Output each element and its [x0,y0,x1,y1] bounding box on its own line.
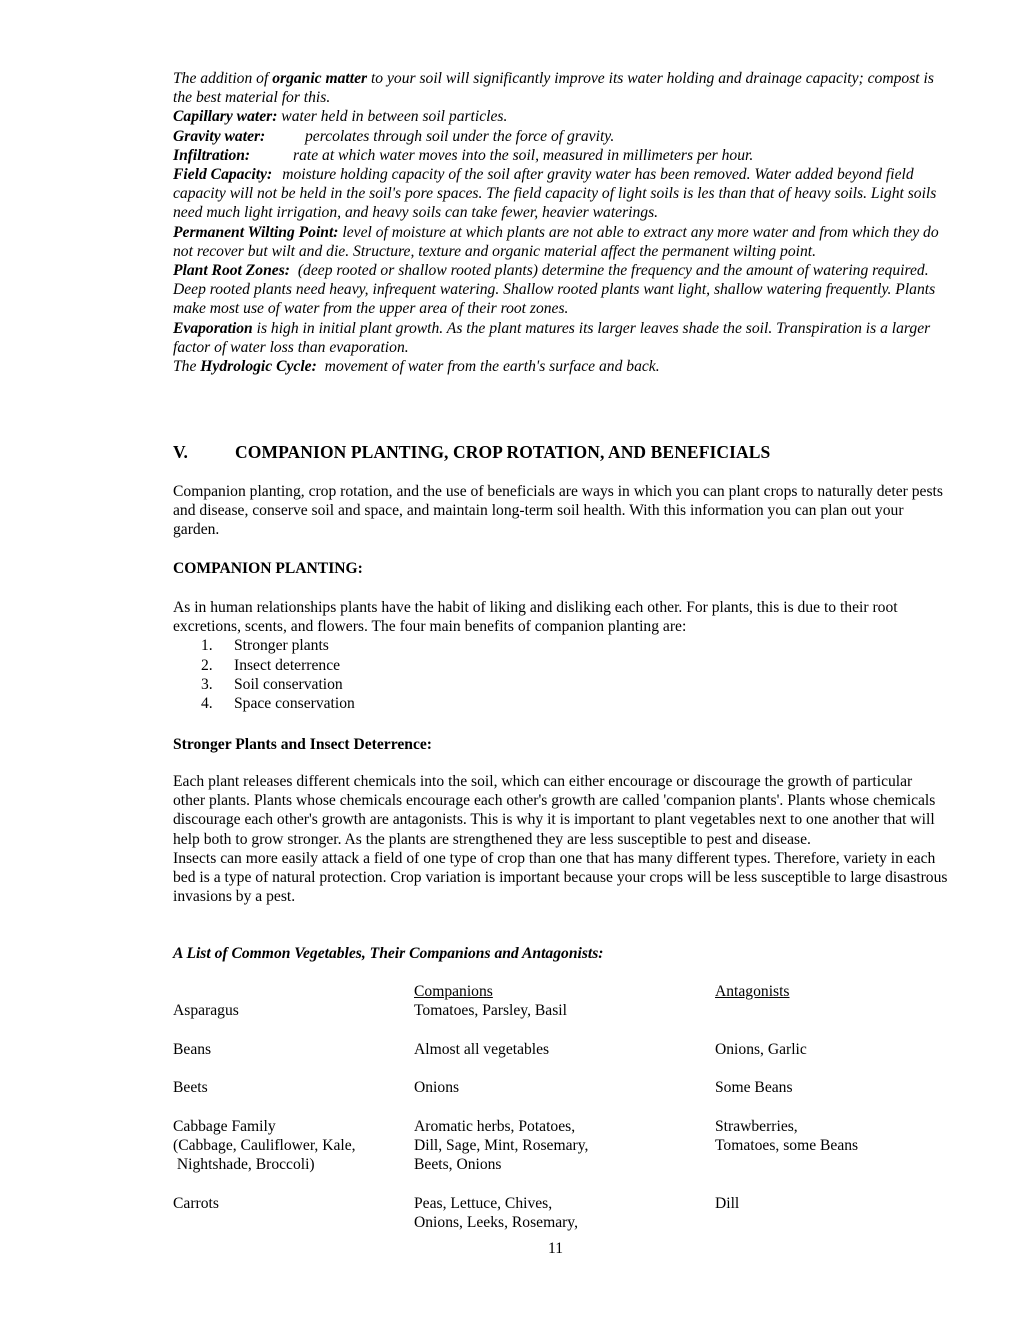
cell-line: Peas, Lettuce, Chives, [414,1195,553,1212]
list-number: 3. [201,675,213,693]
antagonists-cell: Onions, Garlic [715,1041,807,1058]
companions-cell [414,1117,588,1175]
cell-line: Nightshade, Broccoli) [173,1156,315,1174]
table-header-row [173,982,948,1001]
page-number: 11 [548,1240,564,1257]
definition-evaporation [173,319,948,357]
companions-cell: Onions [414,1079,460,1096]
definitions [173,69,948,376]
definition-text: level of moisture at which plants are not able to extract any more water and from which they do not recover but wilt and die. Structure, texture and organic material affect the permanent wilting point. [173,223,939,260]
section-number: V. [173,442,188,462]
definition-infiltration [173,146,948,165]
definition-pre: The addition of [173,70,273,87]
table-row [173,1040,948,1078]
list-item [173,636,948,655]
definition-term: Plant Root Zones: [173,262,290,280]
definition-term: Evaporation [173,319,253,337]
definition-text: (deep rooted or shallow rooted plants) determine the frequency and the amount of watering required. Deep rooted plants need heavy, infrequent watering. Shallow rooted plants want light, shallow watering frequently. Plants make most use of water from the upper area of their root zones. [173,262,936,318]
table-row [173,1078,948,1117]
list-text: Stronger plants [234,637,329,655]
table-row [173,1194,948,1234]
table-row [173,1117,948,1194]
companion-planting-text: As in human relationships plants have the habit of liking and disliking each other. For plants, this is due to their root excretions, scents, and flowers. The four main benefits of companion planting are: [173,599,898,636]
companions-cell [414,1194,578,1232]
definition-text: moisture holding capacity of the soil after gravity water has been removed. Water added beyond field capacity will not be held in the soil's pore spaces. The field capacity of light soils is les than that of heavy soils. Light soils need much light irrigation, and heavy soils can take fewer, heavier waterings. [173,166,937,222]
list-text: Insect deterrence [234,656,341,674]
list-number: 2. [201,656,213,674]
definition-hydrologic-cycle [173,357,948,376]
definition-organic-matter [173,69,948,107]
cell-line: Cabbage Family [173,1118,276,1135]
intro-paragraph: Companion planting, crop rotation, and the use of beneficials are ways in which you can plant crops to naturally deter pests and disease, conserve soil and space, and maintain long-term soil health. With this information you can plan out your garden. [173,483,943,539]
definition-gravity-water [173,127,948,146]
list-number: 4. [201,695,213,713]
definition-term: Field Capacity: [173,166,273,184]
definition-term: Permanent Wilting Point: [173,223,339,241]
companions-table [173,982,948,1234]
cell-line: Aromatic herbs, Potatoes, [414,1118,576,1135]
vegetable-cell: Asparagus [173,1002,239,1019]
cell-line: (Cabbage, Cauliflower, Kale, [173,1137,356,1155]
definition-text: percolates through soil under the force of gravity. [305,127,615,145]
definition-term: organic matter [272,70,368,87]
antagonists-cell [715,1117,858,1155]
section-heading [173,442,948,463]
companion-planting-body [173,598,948,713]
column-header-companions: Companions [414,983,493,1000]
paragraph: Insects can more easily attack a field of one type of crop than one that has many different types. Therefore, variety in each bed is a type of natural protection. Crop variation is important because your crops will be less susceptible to large disastrous invasions by a pest. [173,849,948,906]
list-number: 1. [201,637,213,655]
definition-text: rate at which water moves into the soil, measured in millimeters per hour. [293,146,754,164]
cell-line: Dill, Sage, Mint, Rosemary, [414,1137,589,1155]
list-item [173,694,948,713]
column-header-antagonists: Antagonists [715,983,790,1000]
companions-cell: Almost all vegetables [414,1041,550,1058]
cell-line: Strawberries, [715,1118,798,1135]
list-text: Space conservation [234,695,355,713]
benefits-list [173,636,948,713]
definition-permanent-wilting-point [173,223,948,261]
definition-plant-root-zones [173,261,948,319]
definition-text: water held in between soil particles. [277,108,508,126]
definition-text: is high in initial plant growth. As the plant matures its larger leaves shade the soil. Transpiration is a larger factor of water loss than evaporation. [173,319,931,356]
companion-planting-heading: COMPANION PLANTING: [173,560,363,577]
list-text: Soil conservation [234,675,343,693]
definition-field-capacity [173,165,948,223]
definition-text: movement of water from the earth's surface and back. [320,358,660,376]
definition-term: Capillary water: [173,108,278,126]
companions-cell: Tomatoes, Parsley, Basil [414,1002,567,1019]
vegetable-cell [173,1117,356,1175]
vegetable-cell: Beets [173,1079,208,1096]
definition-term: Hydrologic Cycle: [200,358,317,376]
subsection-heading: Stronger Plants and Insect Deterrence: [173,736,432,753]
antagonists-cell: Dill [715,1195,740,1212]
cell-line: Onions, Leeks, Rosemary, [414,1214,578,1232]
cell-line: Tomatoes, some Beans [715,1137,859,1155]
list-item [173,675,948,694]
list-heading: A List of Common Vegetables, Their Companions and Antagonists: [173,945,604,962]
cell-line: Beets, Onions [414,1156,502,1174]
definition-text: to your soil will significantly improve its water holding and drainage capacity; compost is the best material for this. [173,70,934,107]
definition-term: Infiltration: [173,146,251,164]
table-row [173,1001,948,1040]
vegetable-cell: Carrots [173,1195,219,1212]
deterrence-body [173,772,948,906]
paragraph: Each plant releases different chemicals into the soil, which can either encourage or discourage the growth of particular other plants. Plants whose chemicals encourage each other's growth are called 'companion plants'. Plants whose chemicals discourage each other's growth are antagonists. This is why it is important to plant vegetables next to one another that will help both to grow stronger. As the plants are strengthened they are less susceptible to pest and disease. [173,773,936,848]
definition-term: Gravity water: [173,127,266,145]
definition-capillary-water [173,107,948,126]
definition-pre: The [173,358,201,376]
antagonists-cell: Some Beans [715,1079,793,1096]
list-item [173,656,948,675]
vegetable-cell: Beans [173,1041,212,1058]
section-title: COMPANION PLANTING, CROP ROTATION, AND BENEFICIALS [235,442,771,462]
